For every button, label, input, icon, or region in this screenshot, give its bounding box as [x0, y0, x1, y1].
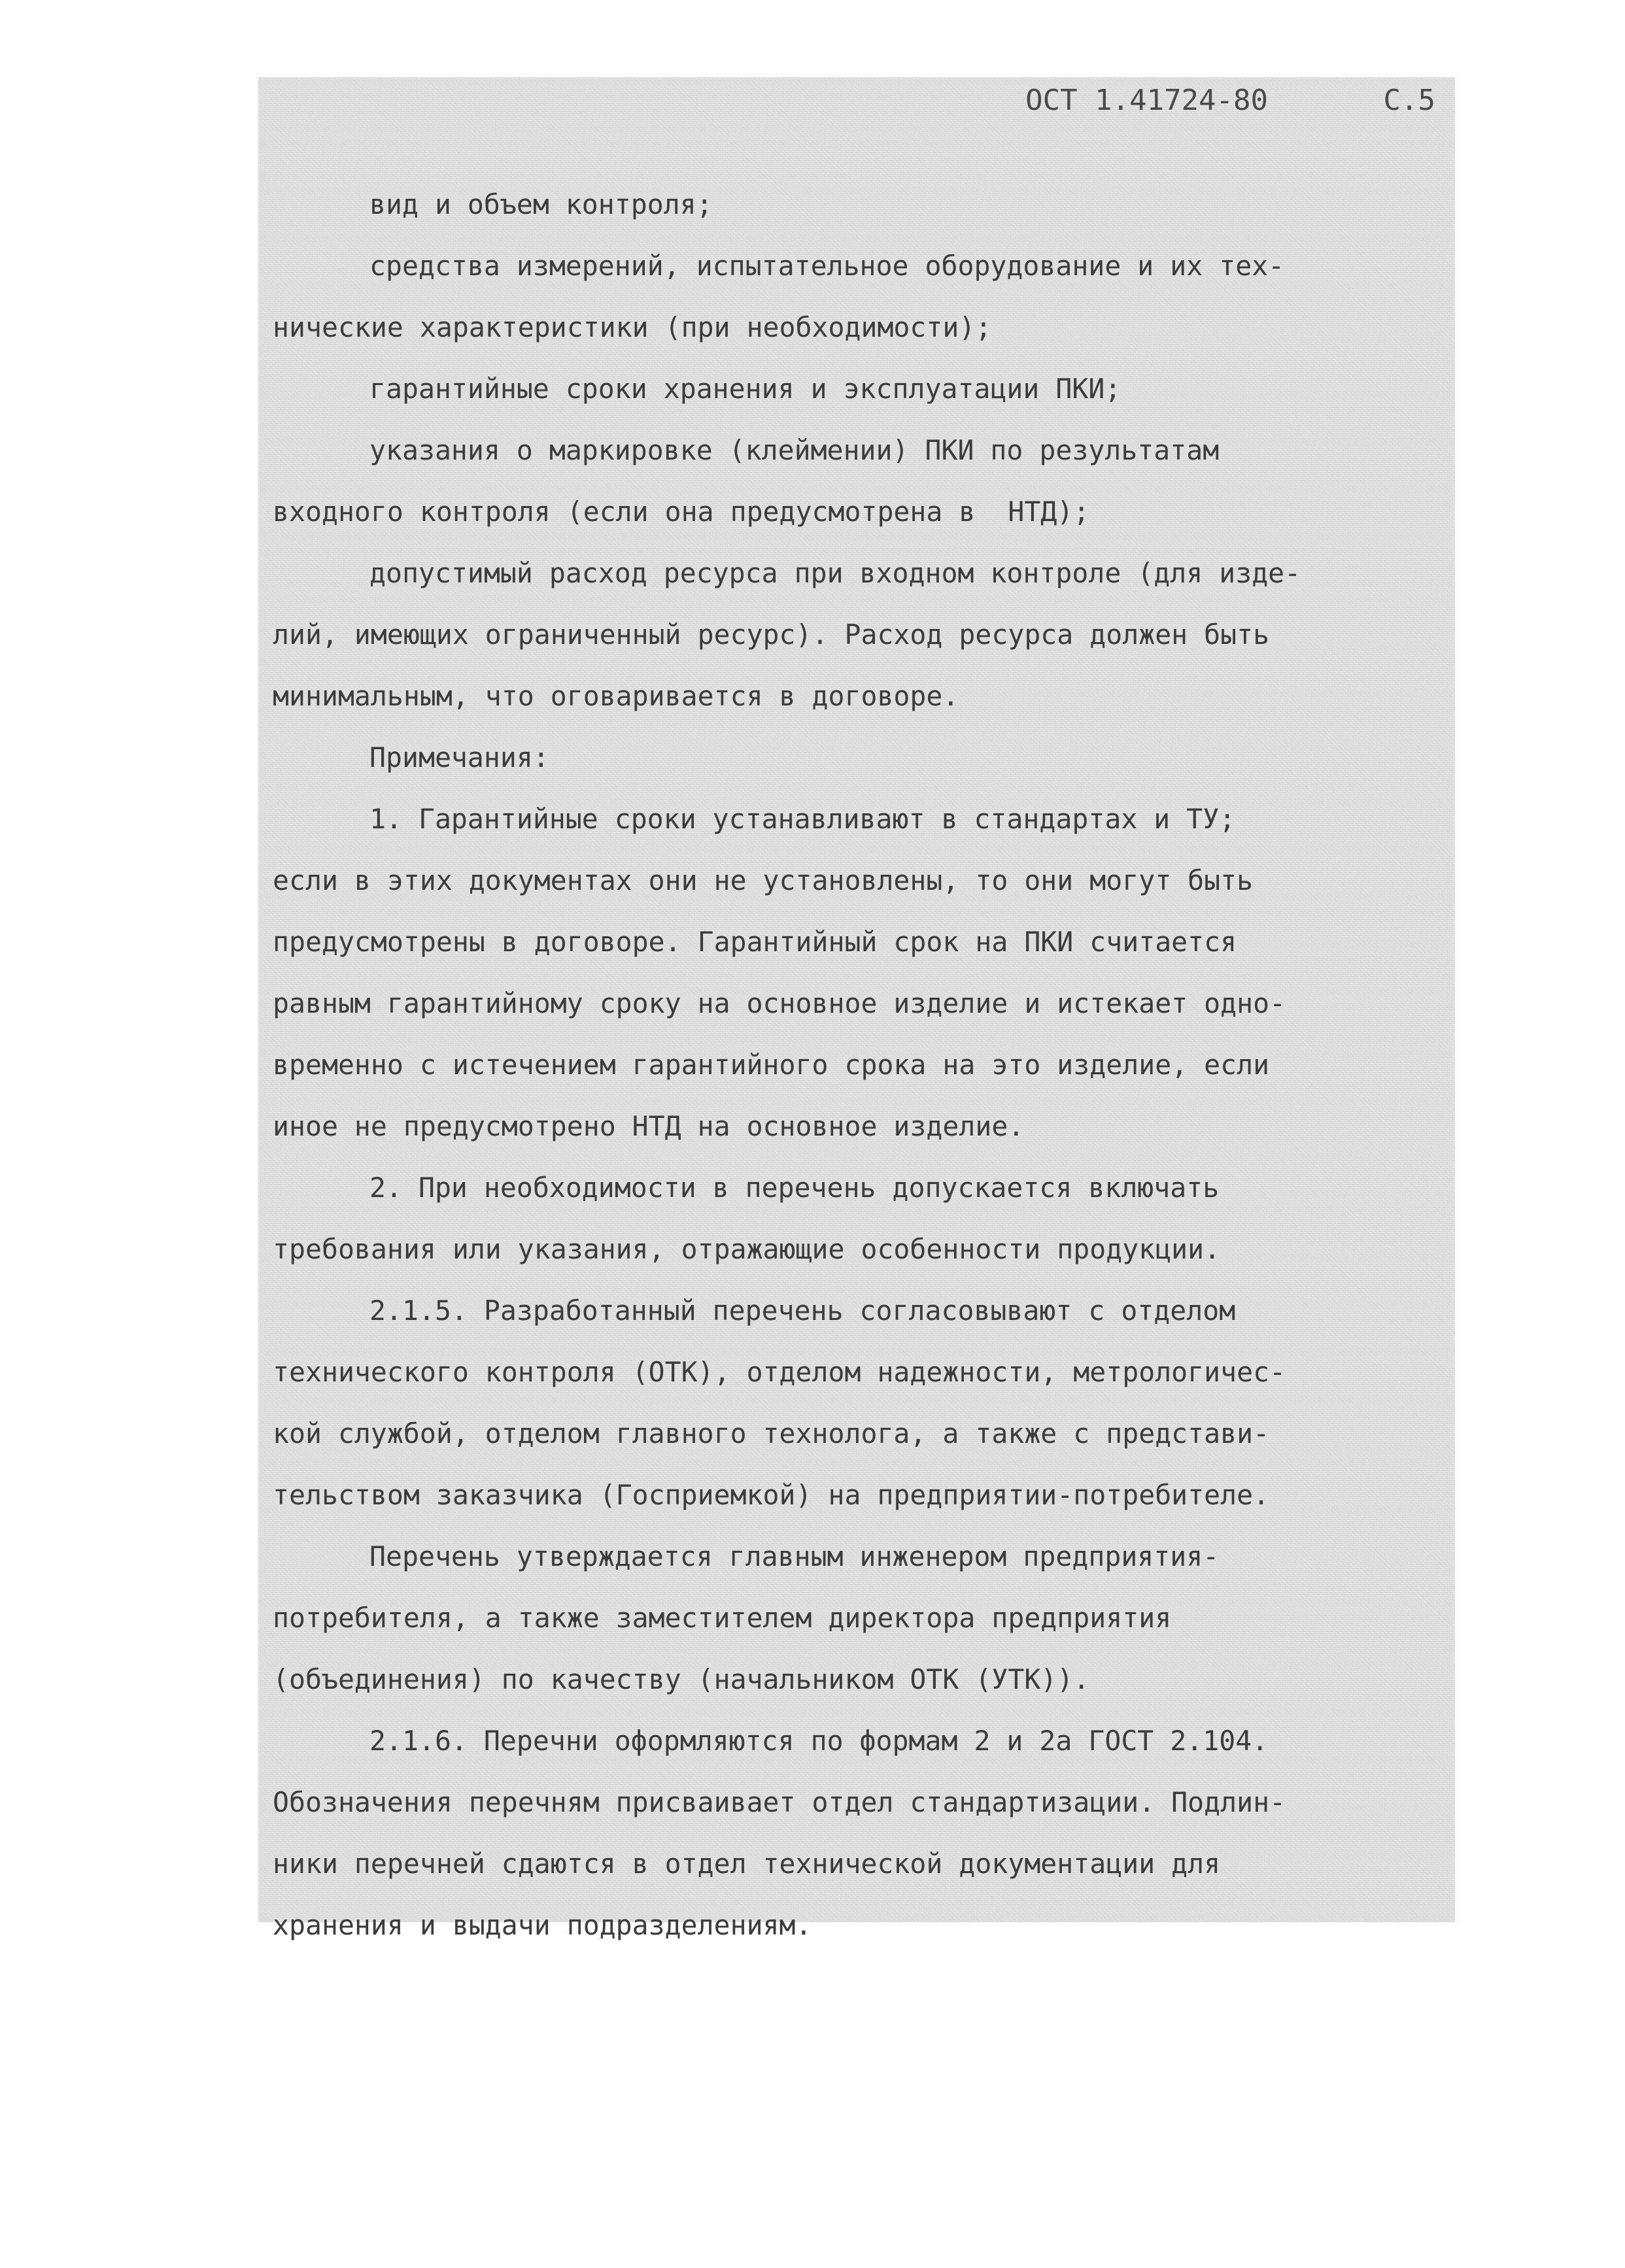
- text-line: потребителя, а также заместителем директора предприятия: [273, 1602, 1172, 1634]
- text-line: нические характеристики (при необходимости);: [273, 311, 992, 343]
- text-line: тельством заказчика (Госприемкой) на предприятии-потребителе.: [273, 1479, 1270, 1511]
- text-line: 2. При необходимости в перечень допускается включать: [369, 1172, 1220, 1204]
- page-number: С.5: [1383, 84, 1435, 117]
- text-line: иное не предусмотрено НТД на основное изделие.: [273, 1110, 1025, 1142]
- text-line: гарантийные сроки хранения и эксплуатации ПКИ;: [369, 373, 1121, 405]
- text-line: временно с истечением гарантийного срока на это изделие, если: [273, 1049, 1270, 1081]
- text-line: 2.1.5. Разработанный перечень согласовывают с отделом: [369, 1295, 1236, 1327]
- text-line: ники перечней сдаются в отдел технической документации для: [273, 1848, 1221, 1880]
- text-line: средства измерений, испытательное оборудование и их тех-: [369, 250, 1285, 282]
- text-line: (объединения) по качеству (начальником ОТК (УТК)).: [273, 1663, 1090, 1695]
- text-line: Обозначения перечням присваивает отдел стандартизации. Подлин-: [273, 1786, 1286, 1818]
- text-line: кой службой, отделом главного технолога, а также с представи-: [273, 1417, 1270, 1449]
- text-line: технического контроля (ОТК), отделом надежности, метрологичес-: [273, 1356, 1286, 1388]
- text-line: вид и объем контроля;: [369, 188, 713, 220]
- text-line: если в этих документах они не установлены, то они могут быть: [273, 864, 1254, 896]
- text-line: входного контроля (если она предусмотрена в НТД);: [273, 496, 1090, 528]
- text-line: лий, имеющих ограниченный ресурс). Расход ресурса должен быть: [273, 618, 1270, 651]
- scanned-page: [258, 77, 1455, 1941]
- page-header: [1025, 84, 1435, 117]
- standard-code: ОСТ 1.41724-80: [1025, 84, 1269, 117]
- text-line: требования или указания, отражающие особенности продукции.: [273, 1233, 1221, 1265]
- text-line: указания о маркировке (клеймении) ПКИ по результатам: [369, 434, 1220, 466]
- text-line: 2.1.6. Перечни оформляются по формам 2 и 2а ГОСТ 2.104.: [369, 1725, 1269, 1757]
- text-line: предусмотрены в договоре. Гарантийный срок на ПКИ считается: [273, 926, 1237, 958]
- text-line: равным гарантийному сроку на основное изделие и истекает одно-: [273, 987, 1286, 1019]
- text-line: допустимый расход ресурса при входном контроле (для изде-: [369, 557, 1301, 589]
- notes-heading: Примечания:: [369, 741, 549, 773]
- text-line: хранения и выдачи подразделениям.: [273, 1909, 812, 1941]
- page-body: [273, 174, 1450, 1956]
- text-line: Перечень утверждается главным инженером предприятия-: [369, 1540, 1220, 1572]
- text-line: 1. Гарантийные сроки устанавливают в стандартах и ТУ;: [369, 803, 1236, 835]
- text-line: минимальным, что оговаривается в договоре.: [273, 680, 959, 712]
